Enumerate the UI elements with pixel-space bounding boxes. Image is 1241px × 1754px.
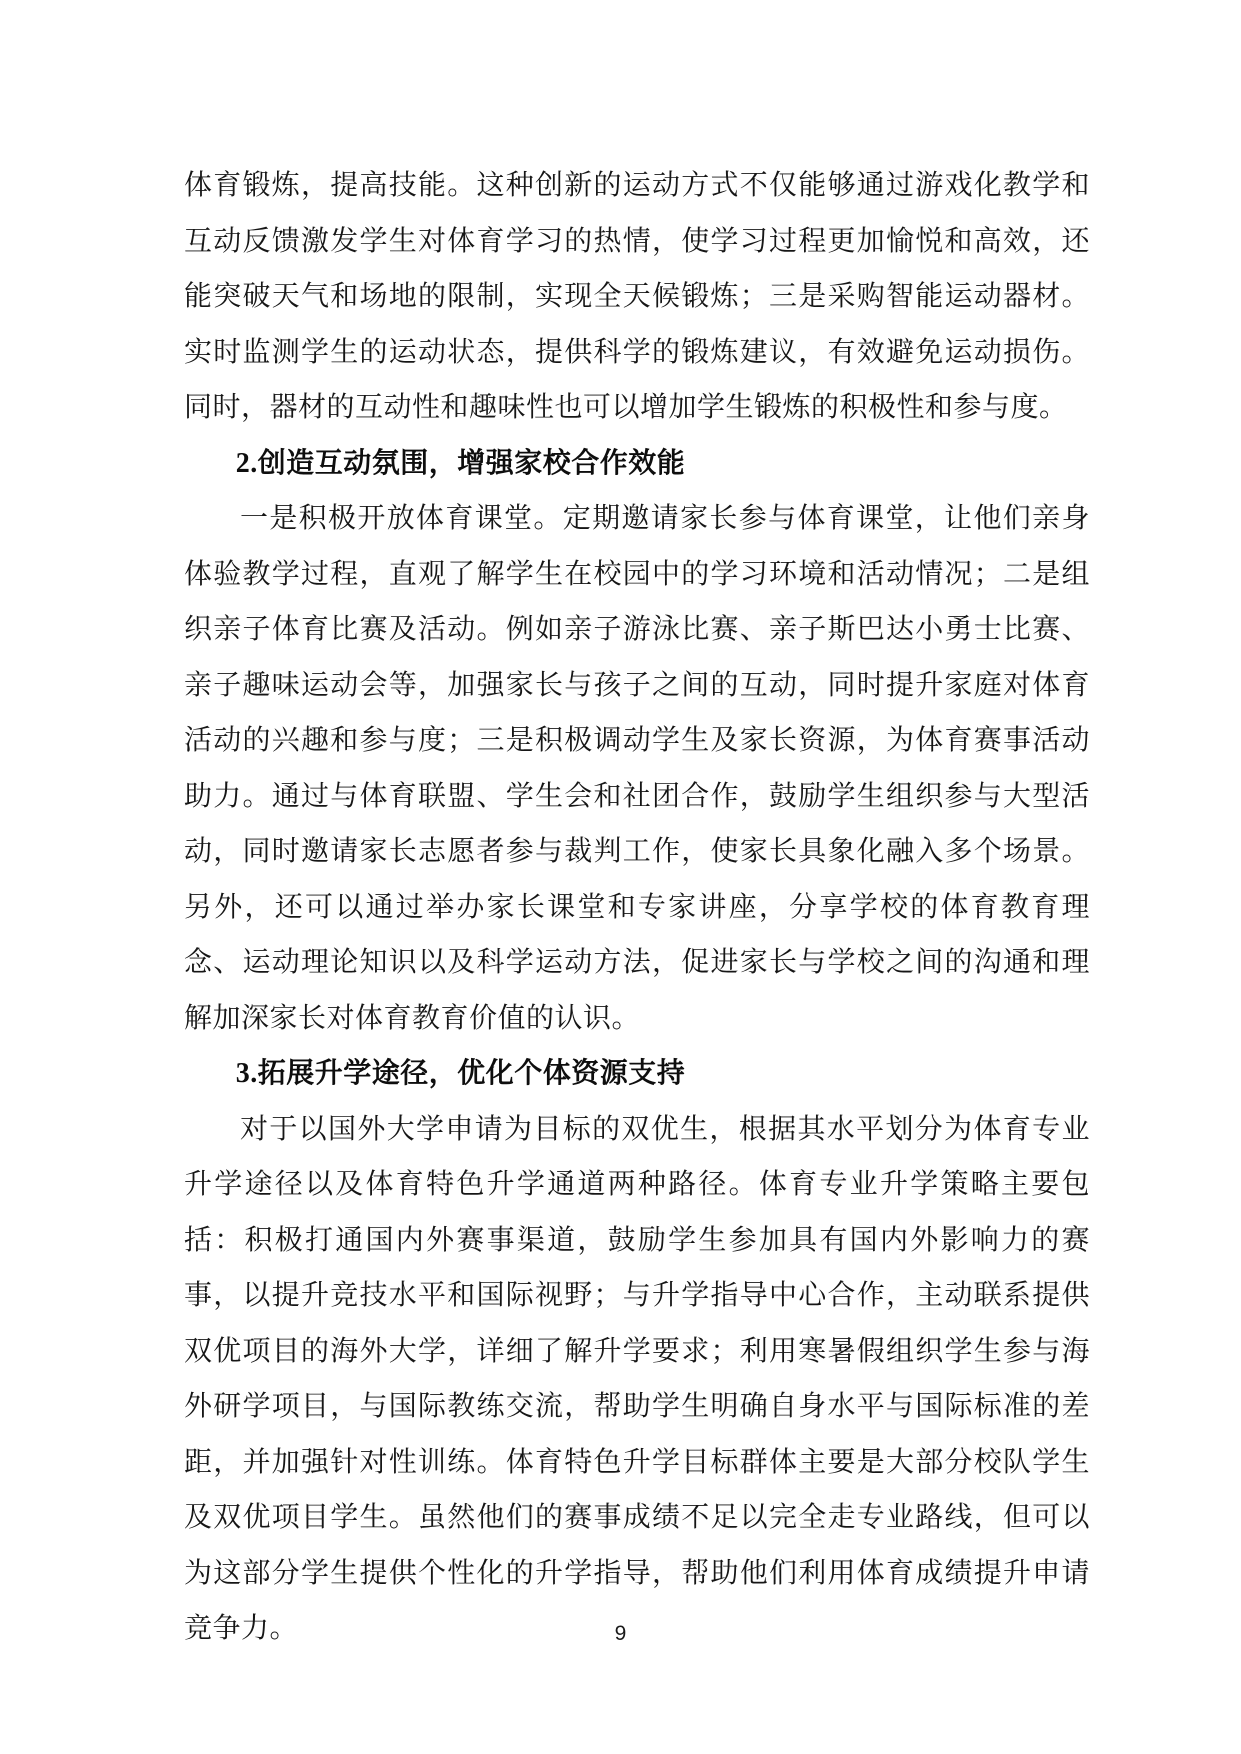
document-body xyxy=(184,158,1090,1657)
page-number: 9 xyxy=(614,1622,627,1645)
section-heading-2: 2.创造互动氛围，增强家校合作效能 xyxy=(235,447,686,479)
paragraph-section-3: 对于以国外大学申请为目标的双优生，根据其水平划分为体育专业升学途径以及体育特色升学通道两种路径。体育专业升学策略主要包括：积极打通国内外赛事渠道，鼓励学生参加具有国内外影响力的赛事，以提升竞技水平和国际视野；与升学指导中心合作，主动联系提供双优项目的海外大学，详细了解升学要求；利用寒暑假组织学生参与海外研学项目，与国际教练交流，帮助学生明确自身水平与国际标准的差距，并加强针对性训练。体育特色升学目标群体主要是大部分校队学生及双优项目学生。虽然他们的赛事成绩不足以完全走专业路线，但可以为这部分学生提供个性化的升学指导，帮助他们利用体育成绩提升申请竞争力。 xyxy=(184,1113,1090,1644)
section-heading-3: 3.拓展升学途径，优化个体资源支持 xyxy=(235,1058,686,1089)
paragraph-continuation: 体育锻炼，提高技能。这种创新的运动方式不仅能够通过游戏化教学和互动反馈激发学生对体育学习的热情，使学习过程更加愉悦和高效，还能突破天气和场地的限制，实现全天候锻炼；三是采购智能运动器材。实时监测学生的运动状态，提供科学的锻炼建议，有效避免运动损伤。同时，器材的互动性和趣味性也可以增加学生锻炼的积极性和参与度。 xyxy=(184,170,1090,423)
paragraph-section-2: 一是积极开放体育课堂。定期邀请家长参与体育课堂，让他们亲身体验教学过程，直观了解学生在校园中的学习环境和活动情况；二是组织亲子体育比赛及活动。例如亲子游泳比赛、亲子斯巴达小勇士比赛、亲子趣味运动会等，加强家长与孩子之间的互动，同时提升家庭对体育活动的兴趣和参与度；三是积极调动学生及家长资源，为体育赛事活动助力。通过与体育联盟、学生会和社团合作，鼓励学生组织参与大型活动，同时邀请家长志愿者参与裁判工作，使家长具象化融入多个场景。另外，还可以通过举办家长课堂和专家讲座，分享学校的体育教育理念、运动理论知识以及科学运动方法，促进家长与学校之间的沟通和理解加深家长对体育教育价值的认识。 xyxy=(184,503,1090,1034)
page-footer xyxy=(0,1622,1241,1646)
